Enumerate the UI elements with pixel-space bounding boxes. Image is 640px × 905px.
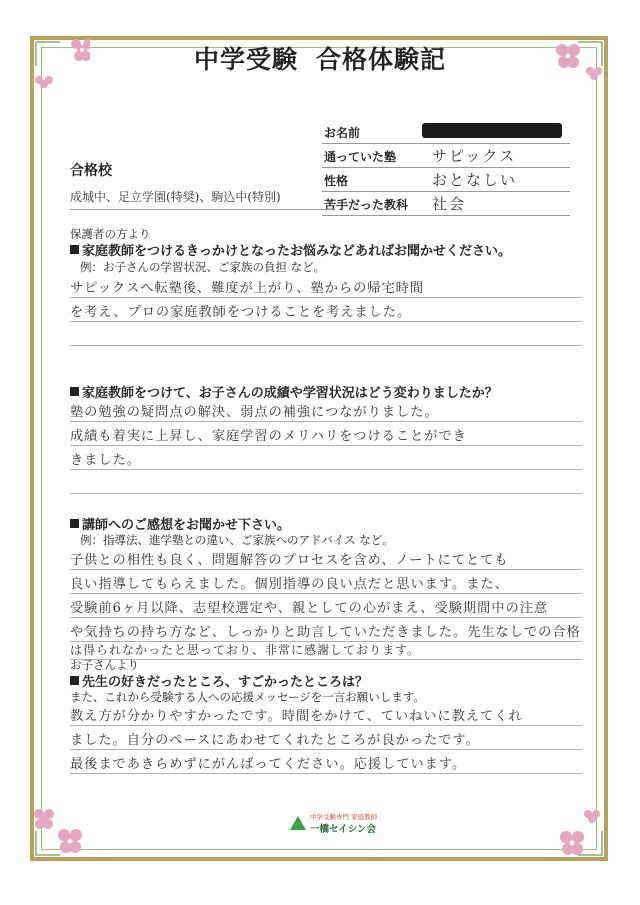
logo-mark-icon (290, 816, 306, 830)
question-3 (70, 514, 290, 533)
question-4-text: 先生の好きだったところ、すごかったところは？ (82, 675, 369, 690)
question-4-subtext: また、これから受験する人への応援メッセージを一言お願いします。 (70, 690, 425, 704)
school-value: 成城中、足立学園(特奨)、駒込中(特別) (70, 188, 335, 210)
question-4 (70, 671, 368, 690)
answer-text: 受験前6ヶ月以降、志望校選定や、親としての心がまえ、受験期間中の注意 (70, 601, 549, 616)
answer-text: 成績も着実に上昇し、家庭学習のメリハリをつけることができ (70, 429, 467, 444)
question-1-text: 家庭教師をつけるきっかけとなったお悩みなどあればお聞かせください。 (82, 244, 512, 259)
answer-text: きました。 (70, 453, 141, 468)
page-title (0, 40, 640, 76)
answer-line (70, 726, 582, 750)
personality-label: 性格 (324, 174, 349, 188)
weak-subject-label: 苦手だった教科 (324, 198, 409, 212)
weak-subject-value: 社会 (432, 195, 467, 213)
answer-text: を考え、プロの家庭教師をつけることを考えました。 (70, 305, 412, 320)
answer-3 (70, 546, 582, 660)
answer-line (70, 398, 582, 422)
student-info-table (322, 120, 570, 216)
school-heading: 合格校 (70, 163, 112, 179)
square-bullet-icon (70, 387, 79, 396)
question-3-text: 講師へのご感想をお聞かせ下さい。 (82, 518, 291, 533)
company-logo (290, 812, 400, 834)
answer-text: 塾の勉強の疑問点の解決、弱点の補強につながりました。 (70, 405, 439, 420)
answer-line (70, 570, 582, 594)
answer-line (70, 422, 582, 446)
logo-tagline: 中学受験専門 家庭教師 (310, 813, 378, 821)
title-part2: 合格体験記 (316, 45, 447, 74)
answer-text: は得られなかったと思っており、非常に感謝しております。 (70, 643, 421, 657)
child-section-label: お子さんより (70, 658, 139, 672)
question-2-text: 家庭教師をつけて、お子さんの成績や学習状況はどう変わりましたか？ (82, 386, 498, 401)
answer-1 (70, 274, 582, 346)
weak-subject-row (322, 192, 570, 216)
answer-text: 最後まであきらめずにがんばってください。応援しています。 (70, 757, 467, 772)
answer-line (70, 274, 582, 298)
answer-text: や気持ちの持ち方など、しっかりと助言していただきました。先生なしでの合格 (70, 625, 581, 640)
flower-corner-icon (548, 801, 608, 861)
question-1 (70, 240, 511, 259)
question-3-example: 例：指導法、進学塾との違い、ご家族へのアドバイス など。 (80, 533, 394, 547)
answer-text: ました。自分のペースにあわせてくれたところが良かったです。 (70, 733, 480, 748)
personality-value: おとなしい (432, 171, 518, 189)
flower-corner-icon (30, 801, 90, 861)
question-1-example: 例：お子さんの学習状況、ご家族の負担 など。 (80, 260, 326, 274)
answer-line (70, 642, 582, 660)
answer-line (70, 594, 582, 618)
square-bullet-icon (70, 245, 79, 254)
answer-text: 子供との相性も良く、問題解答のプロセスを含め、ノートにてとても (70, 553, 509, 568)
square-bullet-icon (70, 676, 79, 685)
name-label: お名前 (324, 126, 361, 140)
redacted-name (422, 123, 562, 138)
logo-name: 一橋セイシン会 (310, 824, 376, 835)
answer-text: サピックスへ転塾後、難度が上がり、塾からの帰宅時間 (70, 281, 425, 296)
juku-value: サピックス (432, 147, 517, 165)
name-row (322, 120, 570, 144)
answer-line (70, 702, 582, 726)
answer-line (70, 618, 582, 642)
parent-section-label: 保護者の方より (70, 227, 151, 241)
answer-line (70, 446, 582, 470)
answer-line (70, 750, 582, 774)
personality-row (322, 168, 570, 192)
answer-line (70, 546, 582, 570)
answer-text: 良い指導してもらえました。個別指導の良い点だと思います。また、 (70, 577, 509, 592)
answer-2 (70, 398, 582, 494)
answer-line (70, 298, 582, 322)
answer-line (70, 470, 582, 494)
square-bullet-icon (70, 519, 79, 528)
juku-row (322, 144, 570, 168)
answer-4 (70, 702, 582, 774)
juku-label: 通っていた塾 (324, 150, 397, 164)
title-part1: 中学受験 (193, 45, 298, 74)
answer-text: 教え方が分かりやすかったです。時間をかけて、ていねいに教えてくれ (70, 709, 523, 724)
answer-line (70, 322, 582, 346)
